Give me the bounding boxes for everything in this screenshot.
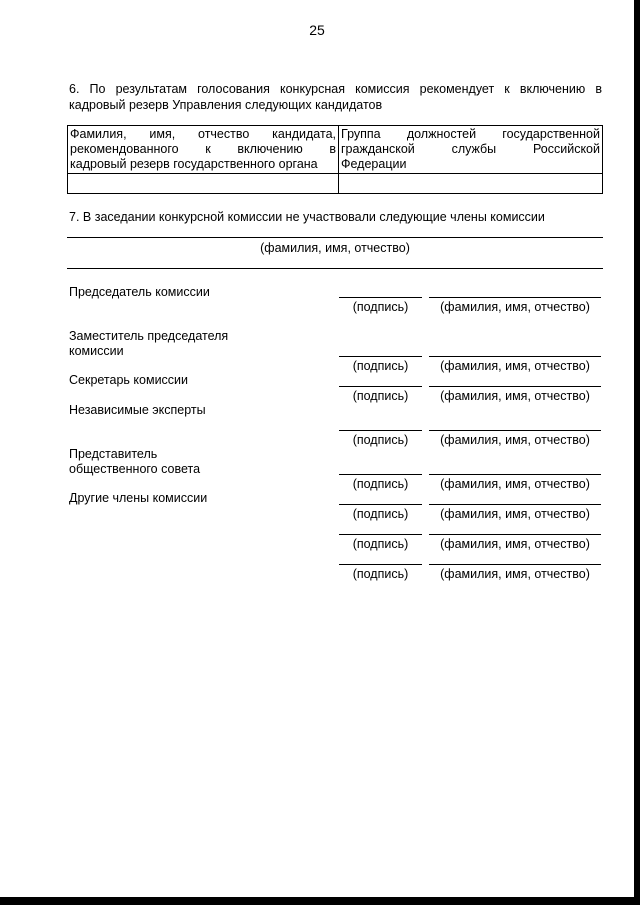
role-experts: Независимые эксперты	[69, 403, 206, 417]
page-number: 25	[309, 22, 325, 38]
signature-caption: (подпись)	[352, 359, 409, 373]
table-row	[68, 174, 603, 194]
table-cell-candidate[interactable]	[68, 174, 339, 194]
signature-line[interactable]	[339, 430, 422, 431]
fio-caption: (фамилия, имя, отчество)	[440, 300, 590, 314]
signature-caption: (подпись)	[352, 507, 409, 521]
header-candidate-line: Фамилия, имя, отчество кандидата,	[70, 127, 336, 141]
role-other-members: Другие члены комиссии	[69, 491, 208, 505]
absent-members-line[interactable]	[67, 237, 603, 238]
header-candidate-name	[68, 126, 339, 174]
signature-line[interactable]	[339, 564, 422, 565]
fio-line[interactable]	[429, 474, 601, 475]
header-position-line: Группа должностей государственной	[341, 127, 600, 141]
candidates-table	[67, 125, 603, 194]
role-vice-chairman-line2: комиссии	[69, 344, 124, 358]
signature-caption: (подпись)	[352, 300, 409, 314]
fio-line[interactable]	[429, 297, 601, 298]
absent-members-caption: (фамилия, имя, отчество)	[260, 241, 410, 255]
header-position-group	[339, 126, 603, 174]
table-header-row	[68, 126, 603, 174]
signature-line[interactable]	[339, 386, 422, 387]
role-public-council-line1: Представитель	[69, 447, 158, 461]
header-position-line: Федерации	[341, 157, 407, 171]
fio-caption: (фамилия, имя, отчество)	[440, 359, 590, 373]
fio-caption: (фамилия, имя, отчество)	[440, 433, 590, 447]
signature-caption: (подпись)	[352, 433, 409, 447]
fio-line[interactable]	[429, 356, 601, 357]
fio-line[interactable]	[429, 386, 601, 387]
fio-caption: (фамилия, имя, отчество)	[440, 507, 590, 521]
fio-line[interactable]	[429, 504, 601, 505]
signature-line[interactable]	[339, 297, 422, 298]
fio-line[interactable]	[429, 564, 601, 565]
header-candidate-line: кадровый резерв государственного органа	[70, 157, 318, 171]
signature-line[interactable]	[339, 474, 422, 475]
role-secretary: Секретарь комиссии	[69, 373, 189, 387]
role-vice-chairman-line1: Заместитель председателя	[69, 329, 229, 343]
fio-line[interactable]	[429, 430, 601, 431]
signature-line[interactable]	[339, 504, 422, 505]
section-6-text: 6. По результатам голосования конкурсная комиссия рекомендует к включению в кадровый резерв Управления следующих кандидатов	[69, 82, 602, 112]
header-position-line: гражданской службы Российской	[341, 142, 600, 156]
header-candidate-line: рекомендованного к включению в	[70, 142, 336, 156]
fio-line[interactable]	[429, 534, 601, 535]
role-chairman: Председатель комиссии	[69, 285, 210, 299]
fio-caption: (фамилия, имя, отчество)	[440, 537, 590, 551]
fio-caption: (фамилия, имя, отчество)	[440, 567, 590, 581]
signature-line[interactable]	[339, 356, 422, 357]
absent-members-line-2[interactable]	[67, 268, 603, 269]
table-cell-position[interactable]	[339, 174, 603, 194]
role-public-council-line2: общественного совета	[69, 462, 201, 476]
section-7-text: 7. В заседании конкурсной комиссии не участвовали следующие члены комиссии	[69, 210, 545, 224]
signature-line[interactable]	[339, 534, 422, 535]
signature-caption: (подпись)	[352, 567, 409, 581]
fio-caption: (фамилия, имя, отчество)	[440, 477, 590, 491]
fio-caption: (фамилия, имя, отчество)	[440, 389, 590, 403]
signature-caption: (подпись)	[352, 537, 409, 551]
signature-caption: (подпись)	[352, 477, 409, 491]
signature-caption: (подпись)	[352, 389, 409, 403]
